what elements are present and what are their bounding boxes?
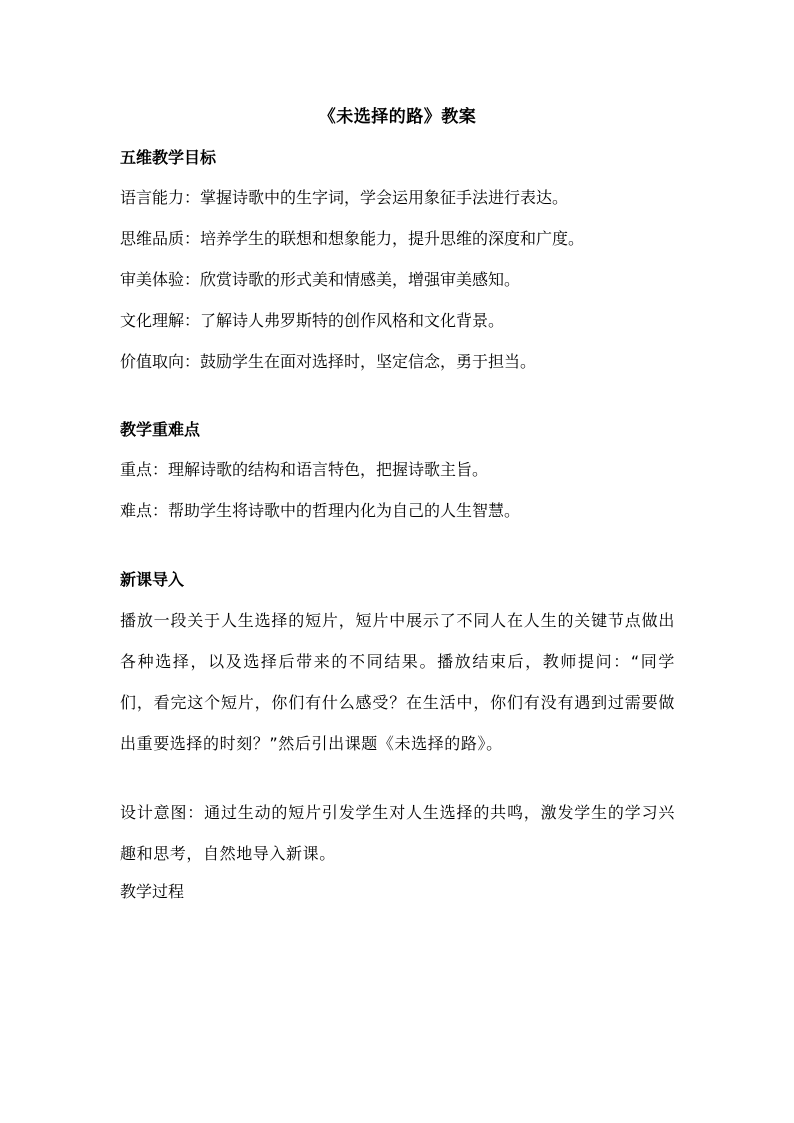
goal-item-aesthetic: 审美体验：欣赏诗歌的形式美和情感美，增强审美感知。 [120,270,521,289]
section-heading-goals: 五维教学目标 [120,148,217,167]
design-intent-paragraph: 设计意图：通过生动的短片引发学生对人生选择的共鸣，激发学生的学习兴趣和思考，自然地导入新课。 [120,803,675,863]
section-heading-process: 教学过程 [120,882,185,901]
section-heading-intro: 新课导入 [120,570,185,589]
goal-item-culture: 文化理解：了解诗人弗罗斯特的创作风格和文化背景。 [120,311,505,330]
goal-item-language: 语言能力：掌握诗歌中的生字词，学会运用象征手法进行表达。 [120,188,569,207]
document-title: 《未选择的路》教案 [318,107,477,127]
section-spacer [120,764,675,792]
key-point-difficulty: 难点：帮助学生将诗歌中的哲理内化为自己的人生智慧。 [120,501,521,520]
goal-item-values: 价值取向：鼓励学生在面对选择时，坚定信念，勇于担当。 [120,352,537,371]
section-heading-key-points: 教学重难点 [120,420,201,439]
key-point-focus: 重点：理解诗歌的结构和语言特色，把握诗歌主旨。 [120,460,489,479]
section-spacer [120,538,675,566]
document-content [120,102,675,919]
intro-paragraph: 播放一段关于人生选择的短片，短片中展示了不同人在人生的关键节点做出各种选择，以及选择后带来的不同结果。播放结束后，教师提问：“同学们，看完这个短片，你们有什么感受？在生活中，你们有没有遇到过需要做出重要选择的时刻？”然后引出课题《未选择的路》。 [120,611,675,753]
section-spacer [120,389,675,416]
goal-item-thinking: 思维品质：培养学生的联想和想象能力，提升思维的深度和广度。 [120,229,585,248]
